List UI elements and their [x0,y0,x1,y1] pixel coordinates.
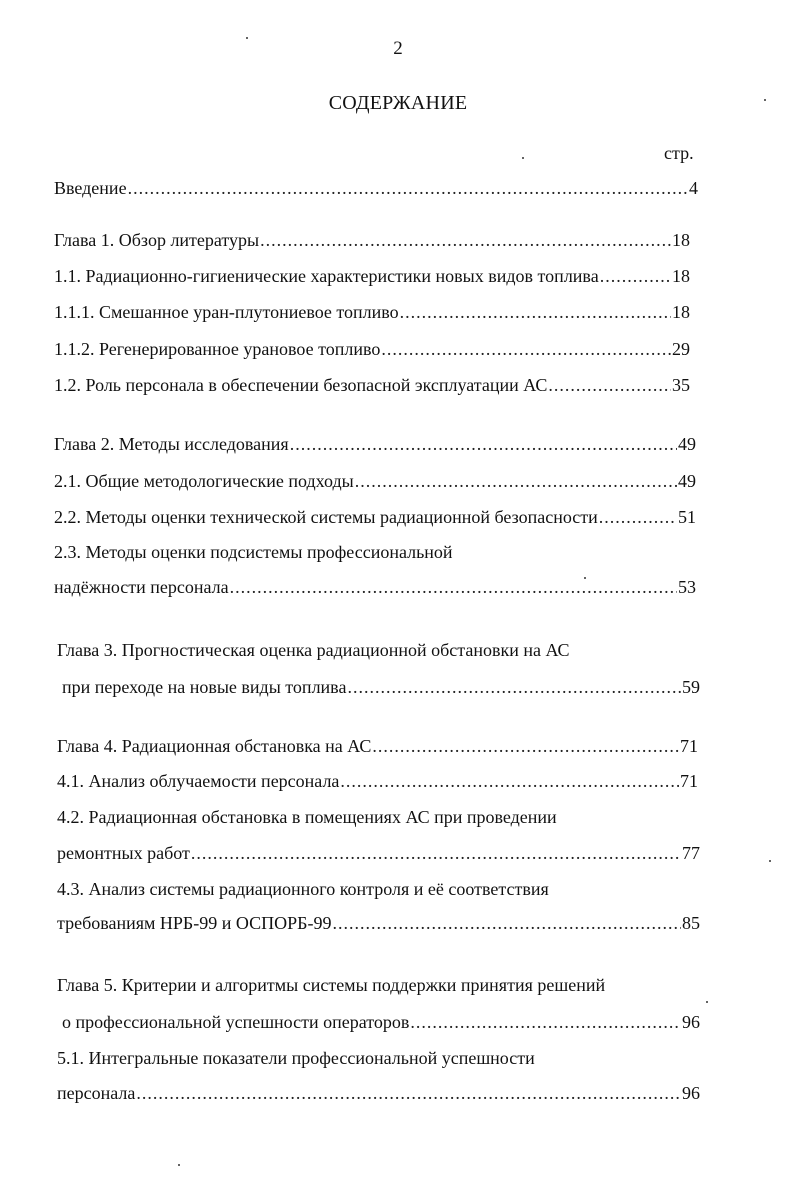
toc-entry-page: 49 [678,434,696,454]
toc-entry-chapter-3-line-2 [62,677,700,703]
toc-entry-page: 71 [680,771,698,791]
scan-speck [769,860,771,862]
toc-entry-text: 1.1. Радиационно-гигиенические характеристики новых видов топлива [54,266,599,286]
toc-entry-chapter-3-line-1: Глава 3. Прогностическая оценка радиационной обстановки на АС [57,640,570,660]
toc-entry-2-1 [54,471,696,497]
page-column-label: стр. [664,143,694,163]
leader-dots [599,507,677,528]
leader-dots [600,266,671,287]
scan-speck [706,1001,708,1003]
toc-entry-4-3-line-1: 4.3. Анализ системы радиационного контроля и её соответствия [57,879,549,899]
toc-entry-introduction [54,178,698,204]
toc-entry-page: 49 [678,471,696,491]
leader-dots [372,736,679,757]
toc-entry-page: 35 [672,375,690,395]
toc-entry-page: 71 [680,736,698,756]
leader-dots [290,434,677,455]
leader-dots [410,1012,681,1033]
toc-entry-chapter-5-line-1: Глава 5. Критерии и алгоритмы системы поддержки принятия решений [57,975,606,995]
toc-entry-text: 4.1. Анализ облучаемости персонала [57,771,340,791]
toc-entry-text: Глава 2. Методы исследования [54,434,289,454]
toc-entry-page: 18 [672,230,690,250]
leader-dots [400,302,671,323]
leader-dots [128,178,688,199]
toc-entry-2-2 [54,507,696,533]
toc-entry-4-1 [57,771,698,797]
toc-entry-page: 96 [682,1083,700,1103]
scan-speck [522,157,524,159]
toc-entry-4-2-line-1: 4.2. Радиационная обстановка в помещениях АС при проведении [57,807,557,827]
leader-dots [230,577,677,598]
toc-entry-text: персонала [57,1083,136,1103]
scan-speck [246,37,248,39]
leader-dots [191,843,681,864]
scan-speck [764,99,766,101]
toc-entry-2-3-line-2 [54,577,696,603]
toc-entry-page: 29 [672,339,690,359]
leader-dots [340,771,679,792]
toc-entry-text: 1.1.1. Смешанное уран-плутониевое топливо [54,302,399,322]
toc-entry-text: ремонтных работ [57,843,190,863]
toc-entry-5-1-line-2 [57,1083,700,1109]
leader-dots [381,339,671,360]
toc-entry-text: требованиям НРБ-99 и ОСПОРБ-99 [57,913,332,933]
toc-entry-text: 1.2. Роль персонала в обеспечении безопасной эксплуатации АС [54,375,548,395]
toc-entry-text: 1.1.2. Регенерированное урановое топливо [54,339,381,359]
toc-entry-5-1-line-1: 5.1. Интегральные показатели профессиональной успешности [57,1048,535,1068]
toc-entry-page: 51 [678,507,696,527]
leader-dots [548,375,671,396]
toc-entry-page: 59 [682,677,700,697]
page-number: 2 [393,38,403,59]
toc-entry-page: 77 [682,843,700,863]
toc-entry-page: 85 [682,913,700,933]
scan-speck [584,577,586,579]
toc-entry-page: 96 [682,1012,700,1032]
toc-entry-1-1-2 [54,339,690,365]
toc-entry-text: Глава 1. Обзор литературы [54,230,260,250]
toc-entry-4-3-line-2 [57,913,700,939]
toc-entry-text: о профессиональной успешности операторов [62,1012,410,1032]
toc-entry-1-2 [54,375,690,401]
toc-entry-page: 53 [678,577,696,597]
toc-entry-page: 18 [672,266,690,286]
toc-entry-page: 18 [672,302,690,322]
toc-entry-text: 2.2. Методы оценки технической системы радиационной безопасности [54,507,598,527]
leader-dots [347,677,681,698]
toc-entry-page: 4 [689,178,698,198]
leader-dots [260,230,671,251]
toc-entry-text: Глава 4. Радиационная обстановка на АС [57,736,372,756]
leader-dots [136,1083,681,1104]
toc-entry-chapter-1 [54,230,690,256]
toc-entry-4-2-line-2 [57,843,700,869]
toc-entry-text: 2.1. Общие методологические подходы [54,471,354,491]
toc-entry-chapter-2 [54,434,696,460]
toc-entry-text: надёжности персонала [54,577,229,597]
toc-entry-1-1-1 [54,302,690,328]
scan-speck [178,1164,180,1166]
toc-entry-text: при переходе на новые виды топлива [62,677,347,697]
toc-heading: СОДЕРЖАНИЕ [328,92,468,114]
leader-dots [332,913,681,934]
toc-entry-2-3-line-1: 2.3. Методы оценки подсистемы профессиональной [54,542,453,562]
toc-entry-text: Введение [54,178,127,198]
toc-entry-chapter-4 [57,736,698,762]
leader-dots [355,471,677,492]
toc-entry-chapter-5-line-2 [62,1012,700,1038]
toc-entry-1-1 [54,266,690,292]
